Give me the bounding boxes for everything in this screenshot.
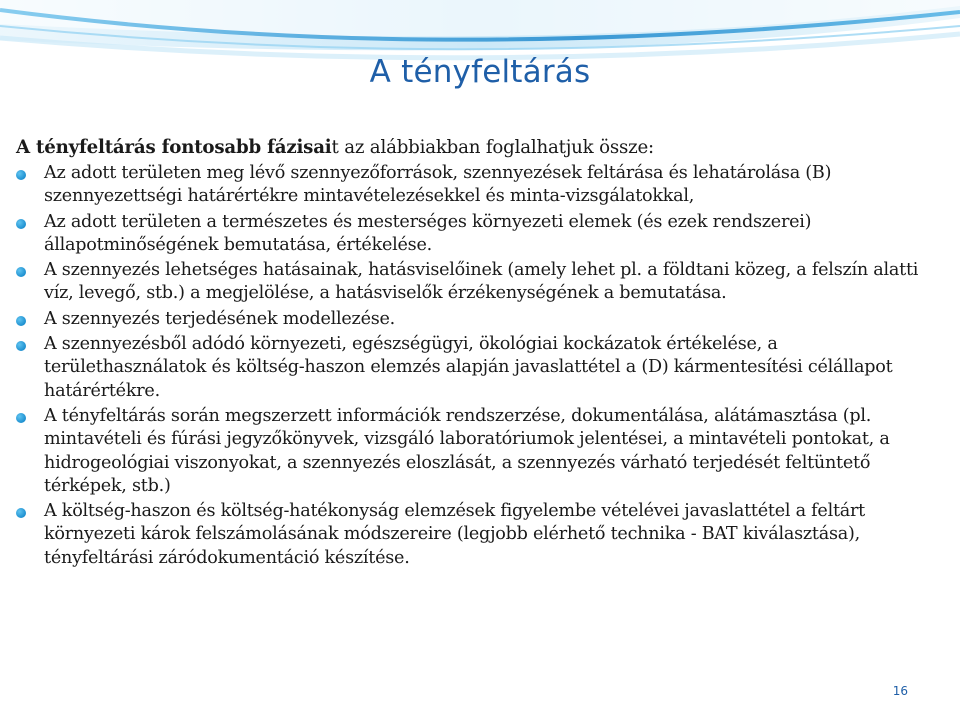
slide-body	[16, 136, 936, 572]
bullet-text: A szennyezésből adódó környezeti, egészségügyi, ökológiai kockázatok értékelése, a területhasználatok és költség-haszon elemzés alapján javaslattétel a (D) kármentesítési célállapot határértékre.	[44, 334, 893, 401]
intro-line	[16, 136, 936, 159]
bullet-text: Az adott területen a természetes és mesterséges környezeti elemek (és ezek rendszerei) állapotminőségének bemutatása, értékelése.	[44, 211, 812, 255]
bullet-text: A szennyezés terjedésének modellezése.	[44, 308, 396, 329]
bullet-item	[16, 333, 936, 403]
bullet-dot-icon	[16, 508, 26, 518]
bullet-list	[16, 162, 936, 570]
intro-rest: t az alábbiakban foglalhatjuk össze:	[331, 137, 654, 158]
bullet-item	[16, 162, 936, 209]
slide-title: A tényfeltárás	[369, 54, 591, 90]
page-number: 16	[892, 684, 908, 698]
bullet-dot-icon	[16, 267, 26, 277]
bullet-text: Az adott területen meg lévő szennyezőforrások, szennyezések feltárása és lehatárolása (B) szennyezettségi határértékre mintavételezésekkel és minta-vizsgálatokkal,	[44, 163, 832, 207]
bullet-dot-icon	[16, 341, 26, 351]
bullet-item	[16, 405, 936, 498]
bullet-text: A költség-haszon és költség-hatékonyság elemzések figyelembe vételévei javaslattétel a feltárt környezeti károk felszámolásának módszereire (legjobb elérhető technika - BAT kiválasztása), tényfeltárási záródokumentáció készítése.	[44, 501, 865, 568]
intro-bold-phrase: A tényfeltárás fontosabb fázisai	[16, 137, 332, 158]
bullet-dot-icon	[16, 219, 26, 229]
bullet-dot-icon	[16, 413, 26, 423]
bullet-item	[16, 259, 936, 306]
bullet-text: A tényfeltárás során megszerzett információk rendszerzése, dokumentálása, alátámasztása (pl. mintavételi és fúrási jegyzőkönyvek, vizsgáló laboratóriumok jelentései, a mintavételi pontokat, a hidrogeológiai viszonyokat, a szennyezés eloszlását, a szennyezés várható terjedését feltüntető térképek, stb.)	[44, 405, 890, 496]
bullet-item	[16, 500, 936, 570]
bullet-dot-icon	[16, 316, 26, 326]
bullet-item	[16, 308, 936, 331]
bullet-text: A szennyezés lehetséges hatásainak, hatásviselőinek (amely lehet pl. a földtani közeg, a felszín alatti víz, levegő, stb.) a megjelölése, a hatásviselők érzékenységének a bemutatása.	[44, 260, 919, 304]
bullet-item	[16, 211, 936, 258]
bullet-dot-icon	[16, 170, 26, 180]
